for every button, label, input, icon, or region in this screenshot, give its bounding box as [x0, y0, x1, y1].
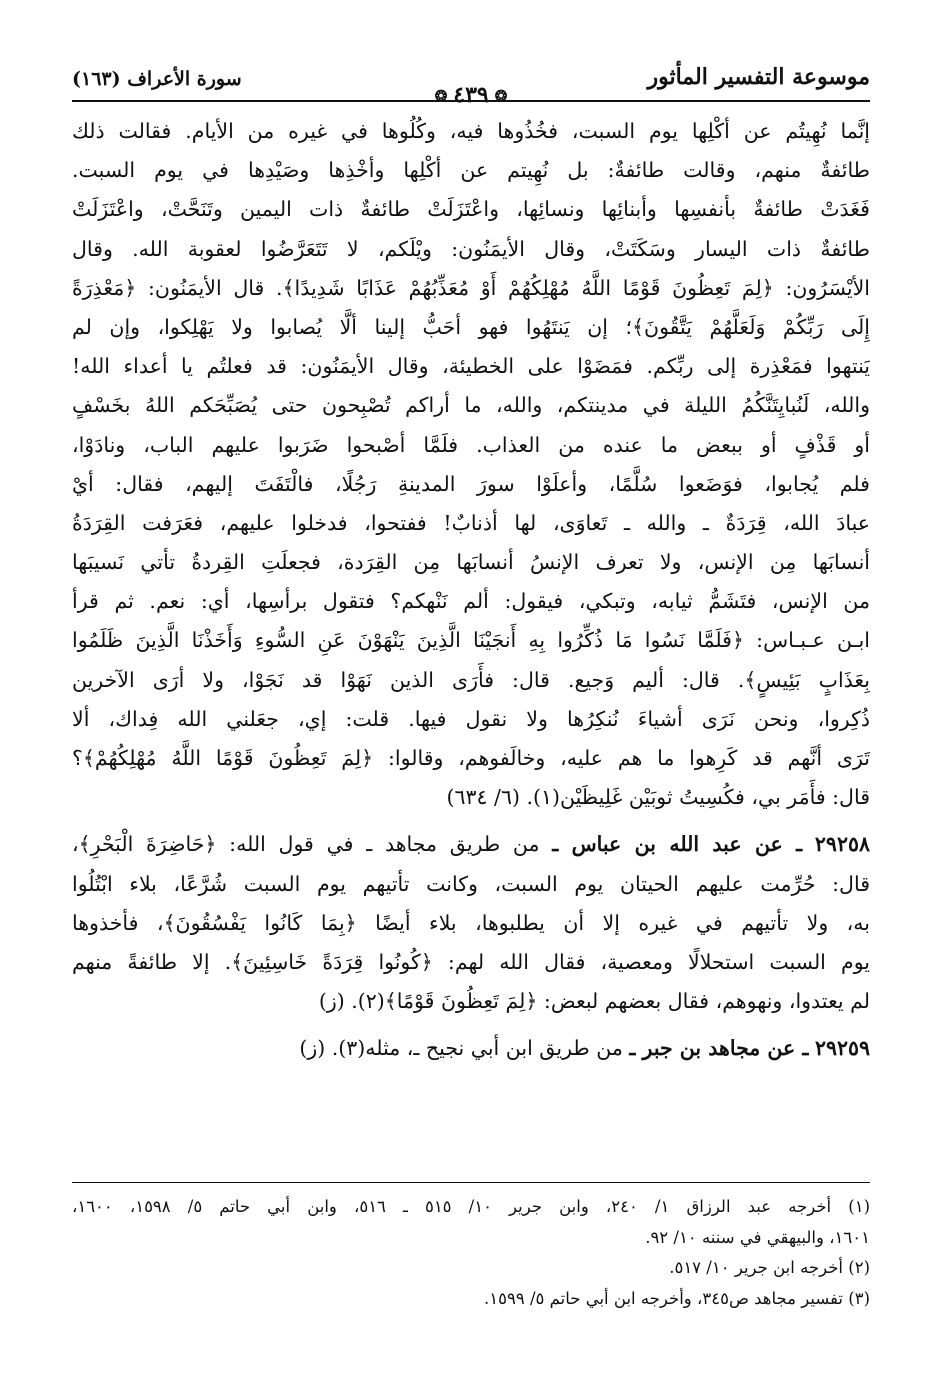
running-header — [72, 60, 870, 108]
text-line: ابـن عـبـاس: ﴿فَلَمَّا نَسُوا مَا ذُكِّرُوا بِهِ أَنجَيْنَا الَّذِينَ يَنْهَوْنَ عَنِ السُّوءِ وَأَخَذْنَا الَّذِينَ ظَلَمُوا — [72, 628, 870, 653]
entry-text: من طريق مجاهد ـ في قول الله: ﴿حَاضِرَةَ الْبَحْرِ﴾، — [72, 832, 540, 857]
text-line: أنسابَها مِن الإنس، ولا تعرف الإنسُ أنسابَها مِن القِرَدة، فجعلَتِ القِردةُ تأتي نَسيبَها — [72, 550, 870, 575]
entry-narrator: ـ عن مجاهد بن جبر ـ — [629, 1036, 809, 1061]
text-line: طائفةٌ منهم، وقالت طائفةٌ: بل نُهِيتم عن أكْلِها وأخْذِها وصَيْدِها في يوم السبت. — [72, 158, 870, 183]
text-line: إنَّما نُهِيتُم عن أكْلِها يوم السبت، فخُذُوها فيه، وكُلُوها في غيره من الأيام. فقالت ذلك — [72, 119, 870, 143]
page-number: ٤٣٩ — [453, 82, 489, 108]
text-line: به، ولا تأتيهم في غيره إلا أن يطلبوها، بلاء أيضًا ﴿بِمَا كَانُوا يَفْسُقُونَ﴾، فأخذوها — [72, 910, 870, 935]
surah-title: سورة الأعراف (١٦٣) — [72, 68, 242, 90]
text-line: يَنتهوا فمَعْذِرة إلى ربِّكم. فمَضَوْا على الخطيئة، وقال الأيمَنُون: قد فعلتُم يا أعداء الله! — [72, 354, 870, 379]
text-line: أو قَذْفٍ أو ببعض ما عنده من العذاب. فلَمَّا أصْبحوا ضَرَبوا عليهم الباب، ونادَوْا، — [72, 432, 870, 457]
text-line: بِعَذَابٍ بَئِيسٍ﴾. قال: أليم وَجيع. قال: فأَرَى الذين نَهَوْا قد نَجَوْا، ولا أرَى الآخرين — [72, 667, 870, 692]
footnote: (٢) أخرجه ابن جرير ١٠/ ٥١٧. — [669, 1258, 870, 1277]
ornament-icon: ❂ — [434, 87, 448, 105]
footnote-divider — [72, 1182, 870, 1183]
entry-first-line — [72, 825, 870, 864]
main-text — [72, 112, 870, 1069]
page-number-block — [429, 82, 514, 108]
text-line: عبادَ الله، قِرَدَةٌ ـ والله ـ تَعاوَى، لها أذنابٌ! ففتحوا، فدخلوا عليهم، فعَرَفت القِرَدَةُ — [72, 510, 870, 535]
book-title: موسوعة التفسير المأثور — [647, 64, 870, 90]
text-line: فَغَدَتْ طائفةٌ بأنفسِها وأبنائِها ونسائِها، واعْتَزَلَتْ طائفةٌ ذات اليمين وتَنَحَّتْ، واعْتَزَلَتْ — [72, 197, 870, 222]
text-line: الأيْسَرُون: ﴿لِمَ تَعِظُونَ قَوْمًا اللَّهُ مُهْلِكُهُمْ أَوْ مُعَذِّبُهُمْ عَذَابًا شَدِيدًا﴾. قال الأيمَنُون: ﴿مَعْذِرَةً — [72, 275, 870, 300]
text-line: ذُكِروا، ونحن نَرَى أشياءَ نُنكِرُها ولا نقول فيها. قلت: إي، جعَلني الله فِداك، ألا — [72, 706, 870, 731]
entry-first-line — [72, 1029, 870, 1068]
text-line: تَرَى أنَّهم قد كَرِهوا ما هم عليه، وخالَفوهم، وقالوا: ﴿لِمَ تَعِظُونَ قَوْمًا اللَّهُ مُهْلِكُهُمْ﴾؟ — [72, 746, 870, 770]
text-line: قال: فأَمَر بي، فكُسِيتُ ثوبَيْن غَلِيظَيْن(١). (٦/ ٦٣٤) — [446, 785, 870, 810]
text-line: قال: حُرِّمت عليهم الحيتان يوم السبت، وكانت تأتيهم يوم السبت شُرَّعًا، بلاء ابْتُلُوا — [72, 871, 870, 896]
ornament-icon: ❂ — [494, 87, 508, 105]
text-line: لم يعتدوا، ونهوهم، فقال بعضهم لبعض: ﴿لِمَ تَعِظُونَ قَوْمًا﴾(٢). (ز) — [318, 989, 870, 1014]
text-line: يوم السبت استحلالًا ومعصية، فقال الله لهم: ﴿كُونُوا قِرَدَةً خَاسِئِينَ﴾. إلا طائفةً منهم — [72, 949, 870, 974]
paragraph-gap — [72, 817, 870, 825]
footnote: (١) أخرجه عبد الرزاق ١/ ٢٤٠، وابن جرير ١٠/ ٥١٥ ـ ٥١٦، وابن أبي حاتم ٥/ ١٥٩٨، ١٦٠٠، — [72, 1197, 870, 1216]
footnotes — [72, 1192, 870, 1314]
paragraph-gap — [72, 1021, 870, 1029]
entry-text: من طريق ابن أبي نجيح ـ، مثله(٣). (ز) — [299, 1036, 623, 1061]
header-divider — [72, 100, 870, 102]
text-line: طائفةٌ ذات اليسار وسَكَتَتْ، وقال الأيمَنُون: ويْلَكم، لا تَتَعَرَّضُوا لعقوبة الله. وقال — [72, 236, 870, 261]
entry-narrator: ـ عن عبد الله بن عباس ـ — [552, 832, 803, 857]
entry-number: ٢٩٢٥٨ — [814, 832, 870, 857]
text-line: إِلَى رَبِّكُمْ وَلَعَلَّهُمْ يَتَّقُونَ﴾؛ إن يَنتَهُوا فهو أحَبُّ إلينا ألَّا يُصابوا ولا يَهْلِكوا، وإن لم — [72, 314, 870, 339]
text-line: والله، لَنُبايِتَنَّكُمُ الليلة في مدينتكم، والله، ما أراكم تُصْبِحون حتى يُصَبِّحَكم اللهُ بخَسْفٍ — [72, 393, 870, 418]
text-line: فلم يُجابوا، فوَضَعوا سُلَّمًا، وأعلَوْا سورَ المدينةِ رَجُلًا، فالْتَفَتَ إليهم، فقال: أيْ — [72, 471, 870, 496]
footnote: (٣) تفسير مجاهد ص٣٤٥، وأخرجه ابن أبي حاتم ٥/ ١٥٩٩. — [484, 1288, 870, 1308]
entry-number: ٢٩٢٥٩ — [814, 1036, 870, 1061]
footnote: ١٦٠١، والبيهقي في سننه ١٠/ ٩٢. — [645, 1227, 870, 1247]
text-line: من الإنس، فتَشَمُّ ثيابه، وتبكي، فيقول: ألم نَنْهكم؟ فتقول برأسِها، أي: نعم. ثم قرأ — [72, 589, 870, 614]
